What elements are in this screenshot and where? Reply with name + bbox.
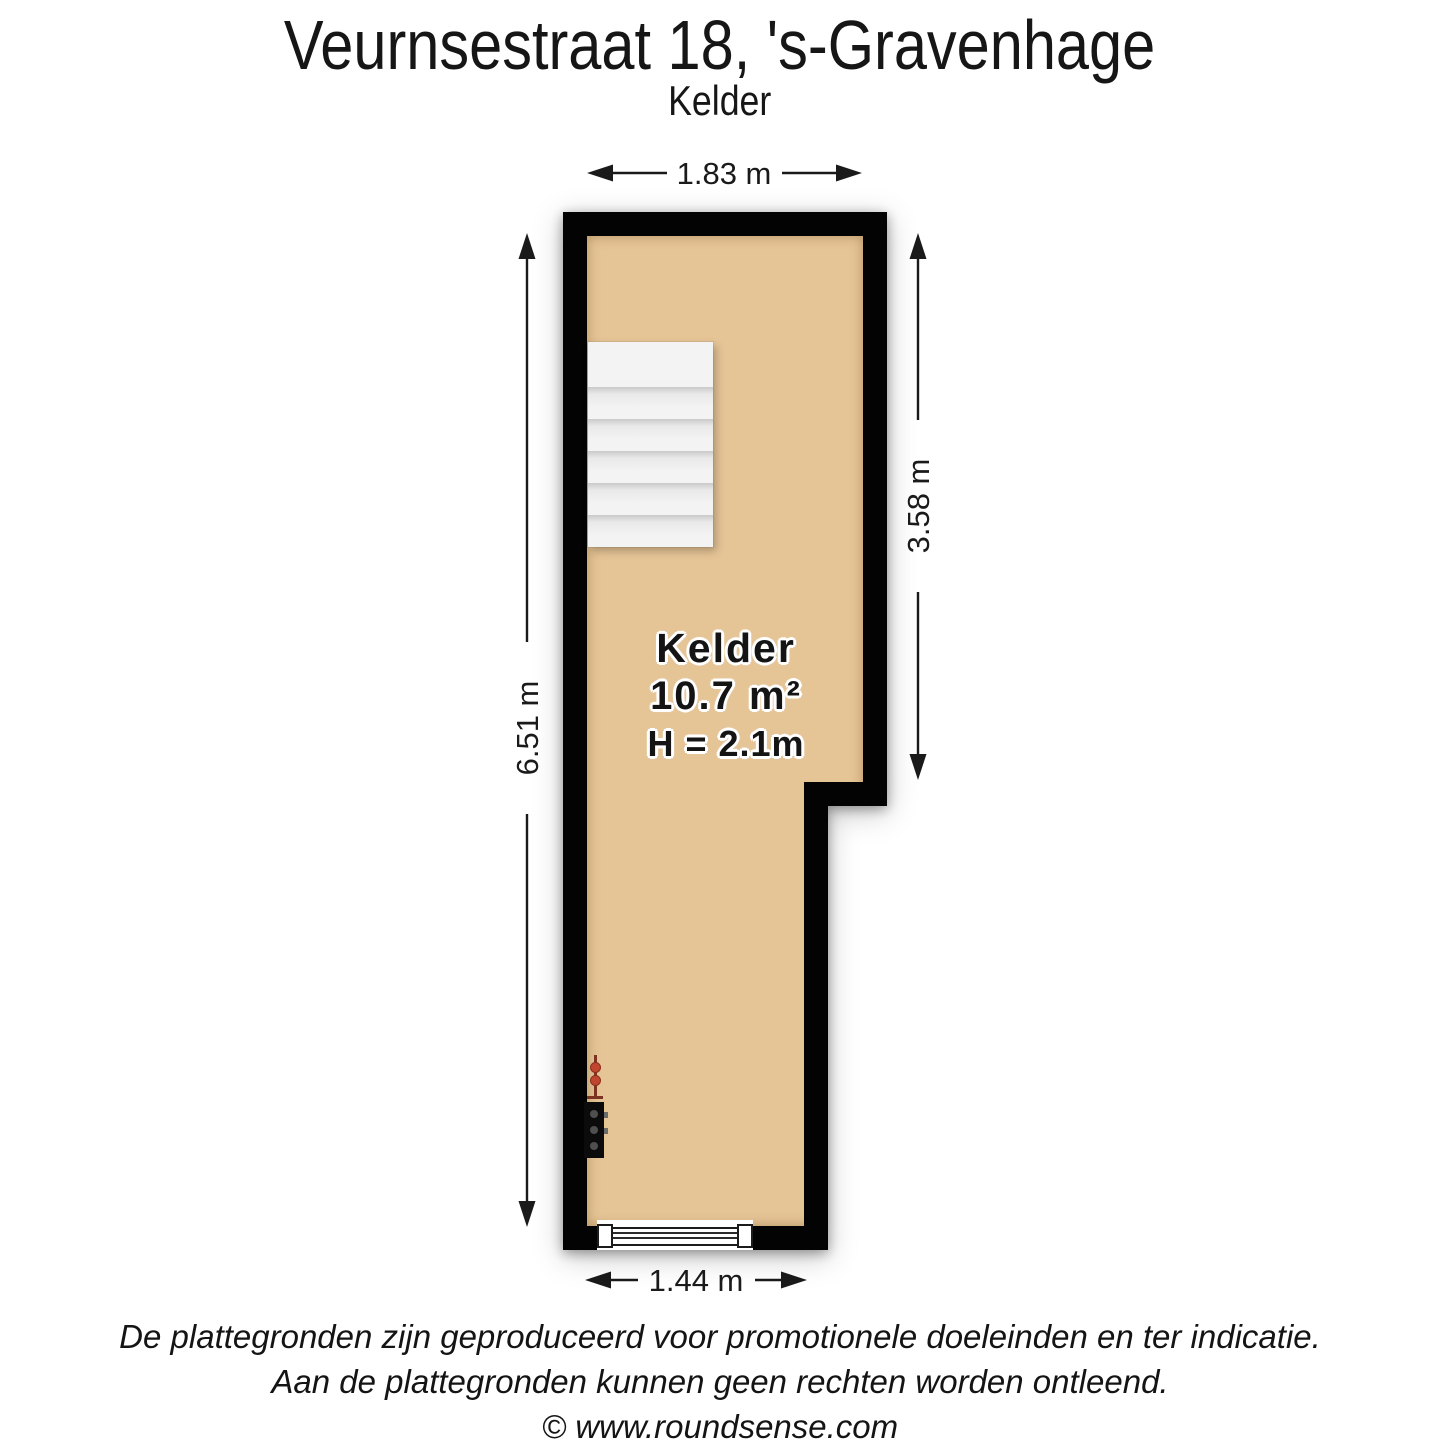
disclaimer-line-1: De plattegronden zijn geproduceerd voor promotionele doeleinden en ter indicatie.: [119, 1318, 1321, 1355]
arrow-down-icon: [519, 1201, 536, 1227]
arrow-down-icon: [910, 754, 927, 780]
dimension-left: [510, 233, 545, 1227]
room-area: 10.7 m²: [650, 674, 802, 718]
dimension-right: [901, 233, 936, 780]
disclaimer-line-2: Aan de plattegronden kunnen geen rechten worden ontleend.: [271, 1363, 1169, 1400]
arrow-right-icon: [836, 165, 862, 182]
dimension-right-label: 3.58 m: [901, 458, 936, 554]
arrow-left-icon: [585, 1272, 611, 1289]
dimension-top: [587, 156, 862, 191]
dimension-left-label: 6.51 m: [510, 680, 545, 776]
dimension-bottom-label: 1.44 m: [648, 1263, 744, 1298]
room-ceiling-height: H = 2.1m: [647, 723, 805, 764]
dimension-top-label: 1.83 m: [676, 156, 772, 191]
copyright-line: © www.roundsense.com: [541, 1408, 899, 1440]
arrow-right-icon: [781, 1272, 807, 1289]
room-name: Kelder: [656, 625, 796, 671]
page-subtitle-text: Kelder: [668, 77, 772, 124]
dimension-bottom: [585, 1263, 807, 1298]
arrow-up-icon: [910, 233, 927, 259]
arrow-left-icon: [587, 165, 613, 182]
arrow-up-icon: [519, 233, 536, 259]
footer-disclaimer: [0, 1314, 1440, 1440]
page-title-text: Veurnsestraat 18, 's-Gravenhage: [284, 6, 1156, 84]
